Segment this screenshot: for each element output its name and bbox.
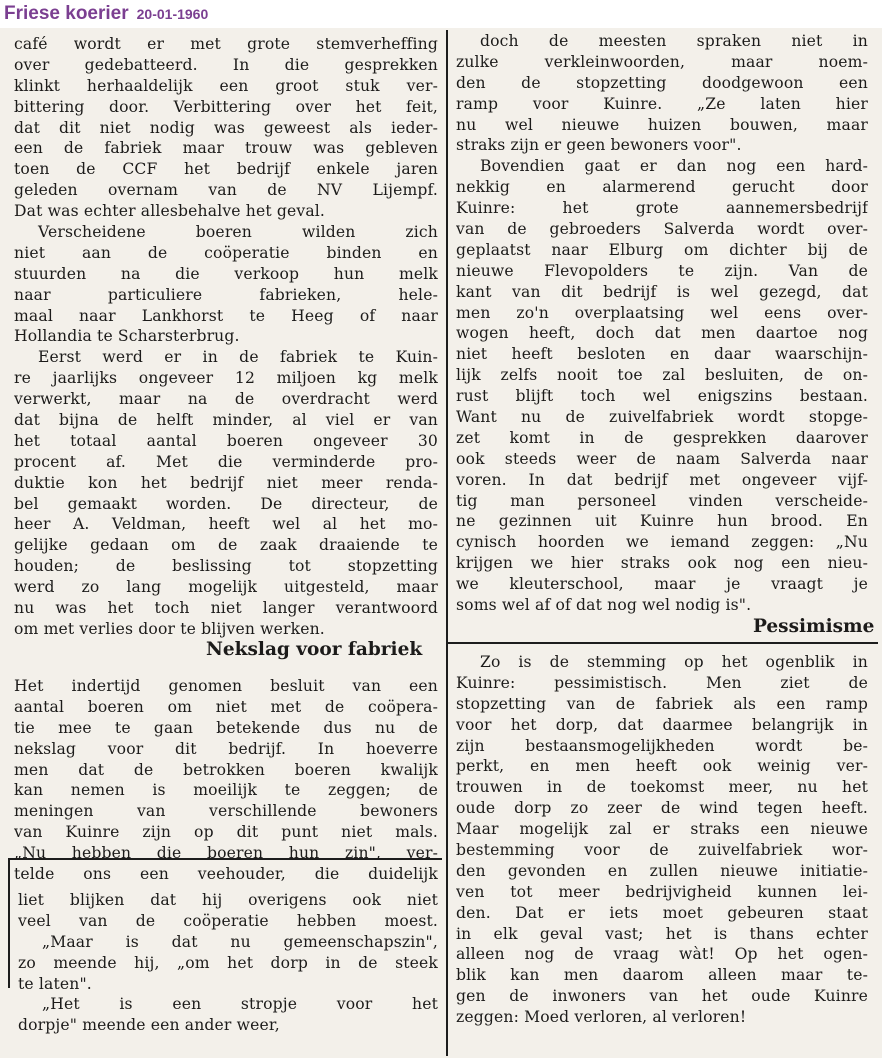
left-box-edge [8,858,10,988]
text-line: straks zijn er geen bewoners voor". [456,136,742,155]
text-line: men dat de betrokken boeren kwalijk [14,760,438,779]
text-line: dat bijna de helft minder, al viel er van [14,411,438,430]
text-line: Hollandia te Scharsterbrug. [14,327,240,346]
text-line: het totaal aantal boeren ongeveer 30 [14,431,438,450]
text-line: meningen van verschillende bewoners [14,802,438,821]
text-line: oude dorp zo zeer de wind tegen heeft. [456,799,868,818]
column-rule [446,30,448,1056]
text-line: gen de inwoners van het oude Kuinre [456,987,868,1006]
text-line: een de fabriek maar trouw was gebleven [14,139,438,158]
newspaper-name: Friese koerier [4,3,129,24]
text-line: Eerst werd er in de fabriek te Kuin- [38,348,438,367]
text-line: ven tot meer bedrijvigheid kunnen lei- [456,882,868,901]
text-line: kan nemen is moeilijk te zeggen; de [14,781,438,800]
newspaper-clipping [0,28,882,1058]
text-line: bel gemaakt worden. De directeur, de [14,494,438,513]
text-line: te laten". [18,974,92,993]
text-line: geleden overnam van de NV Lijempf. [14,181,438,200]
text-line: naar particuliere fabrieken, hele- [14,285,438,304]
text-line: „Nu hebben die boeren hun zin", ver- [14,844,438,863]
text-line: Dat was echter allesbehalve het geval. [14,202,326,221]
text-line: kant van dit bedrijf is wel gezegd, dat [456,282,868,301]
text-line: stopzetting van de fabriek als een ramp [456,694,868,713]
text-line: veel van de coöperatie hebben moest. [18,911,438,930]
text-line: voor het dorp, dat daarmee belangrijk in [456,715,868,734]
text-line: ne gezinnen uit Kuinre hun brood. En [456,512,868,531]
text-line: lijk zelfs nooit toe zal besluiten, de on- [456,366,868,385]
masthead [4,3,208,27]
text-line: maal naar Lankhorst te Heeg of naar [14,306,438,325]
text-line: om met verlies door te blijven werken. [14,619,325,638]
text-line: men zo'n overplaatsing wel eens over- [456,303,868,322]
text-line: ramp voor Kuinre. „Ze laten hier [456,94,868,113]
text-line: doch de meesten spraken niet in [480,32,868,50]
text-line: van Kuinre zijn op dit punt niet mals. [14,823,438,842]
text-line: den de stopzetting doodgewoon een [456,73,868,92]
text-line: toen de CCF het bedrijf enkele jaren [14,160,438,179]
text-line: tie mee te gaan betekende dus nu de [14,718,438,737]
text-line: in elk geval vast; het is thans echter [456,924,868,943]
text-line: trouwen in de toekomst meer, nu het [456,778,868,797]
text-line: nieuwe Flevopolders te zijn. Van de [456,261,868,280]
text-line: „Maar is dat nu gemeenschapszin", [42,932,438,951]
text-line: perkt, en men heeft ook weinig ver- [456,757,868,776]
text-line: houden; de beslissing tot stopzetting [14,557,438,576]
right-column-divider [448,642,878,644]
text-line: we kleuterschool, maar je vraagt je [456,575,868,594]
text-line: over gedebatteerd. In die gesprekken [14,55,438,74]
text-line: geplaatst naar Elburg om dichter bij de [456,240,868,259]
text-line: niet aan de coöperatie binden en [14,243,438,262]
text-line: alleen nog de vraag wàt! Op het ogen- [456,945,868,964]
text-line: niet heeft besloten en daar waarschijn- [456,345,868,364]
publication-date: 20-01-1960 [136,6,209,22]
text-line: zo meende hij, „om het dorp in de steek [18,953,438,972]
text-line: van de gebroeders Salverda wordt over- [456,220,868,239]
right-column-top [456,31,868,616]
text-line: Het indertijd genomen besluit van een [14,677,438,695]
text-line: nekkig en alarmerend gerucht door [456,178,868,197]
text-line: café wordt er met grote stemverheffing [14,35,438,53]
text-line: telde ons een veehouder, die duidelijk [14,865,438,884]
text-line: rust blijft toch wel enigszins bestaan. [456,387,868,406]
text-line: den. Dat er iets moet gebeuren staat [456,903,868,922]
text-line: ook steeds weer de naam Salverda naar [456,449,868,468]
text-line: wogen heeft, doch dat men daartoe nog [456,324,868,343]
text-line: duktie kon het bedrijf niet meer renda- [14,473,438,492]
text-line: Kuinre: pessimistisch. Men ziet de [456,673,868,692]
text-line: blik kan men daarom alleen maar te- [456,966,868,985]
text-line: voren. In dat bedrijf met ongeveer vijf- [456,470,868,489]
text-line: heer A. Veldman, heeft wel al het mo- [14,515,438,534]
text-line: stuurden na die verkoop hun melk [14,264,438,283]
text-line: bestemming voor de zuivelfabriek wor- [456,841,868,860]
left-column-bottom [18,890,438,1036]
text-line: zijn bestaansmogelijkheden wordt be- [456,736,868,755]
text-line: procent af. Met die verminderde pro- [14,452,438,471]
text-line: zeggen: Moed verloren, al verloren! [456,1008,747,1027]
text-line: dat dit niet nodig was geweest als ieder- [14,118,438,137]
heading-pessimisme: Pessimisme [753,616,875,637]
text-line: Maar mogelijk zal er straks een nieuwe [456,820,868,839]
text-line: gelijke gedaan om de zaak draaiende te [14,536,438,555]
text-line: cynisch hoorden we iemand zeggen: „Nu [456,533,868,552]
text-line: werd zo lang mogelijk uitgesteld, maar [14,578,438,597]
heading-nekslag: Nekslag voor fabriek [206,639,423,660]
text-line: dorpje" meende een ander weer, [18,1016,280,1035]
text-line: Zo is de stemming op het ogenblik in [480,653,868,671]
text-line: nekslag voor dit bedrijf. In hoeverre [14,739,438,758]
text-line: bittering door. Verbittering over het feit, [14,97,438,116]
text-line: zet komt in de gesprekken daarover [456,428,868,447]
text-line: Want nu de zuivelfabriek wordt stopge- [456,408,868,427]
text-line: verwerkt, maar na de overdracht werd [14,390,438,409]
text-line: soms wel af of dat nog wel nodig is". [456,596,752,615]
text-line: den gevonden en zullen nieuwe initiatie- [456,861,868,880]
left-column-middle [14,676,438,885]
text-line: Verscheidene boeren wilden zich [38,223,438,242]
text-line: aantal boeren om niet met de coöpera- [14,697,438,716]
text-line: nu wel nieuwe huizen bouwen, maar [456,115,868,134]
text-line: liet blijken dat hij overigens ook niet [18,891,438,909]
left-column-top [14,34,438,640]
text-line: Kuinre: het grote aannemersbedrijf [456,199,868,218]
text-line: tig man personeel vinden verscheide- [456,491,868,510]
text-line: zulke verkleinwoorden, maar noem- [456,52,868,71]
text-line: klinkt herhaaldelijk een groot stuk ver- [14,76,438,95]
right-column-bottom [456,652,868,1028]
text-line: re jaarlijks ongeveer 12 miljoen kg melk [14,369,438,388]
text-line: Bovendien gaat er dan nog een hard- [480,157,868,176]
text-line: nu was het toch niet langer verantwoord [14,599,438,618]
text-line: „Het is een stropje voor het [42,995,438,1014]
text-line: krijgen we hier straks ook nog een nieu- [456,554,868,573]
